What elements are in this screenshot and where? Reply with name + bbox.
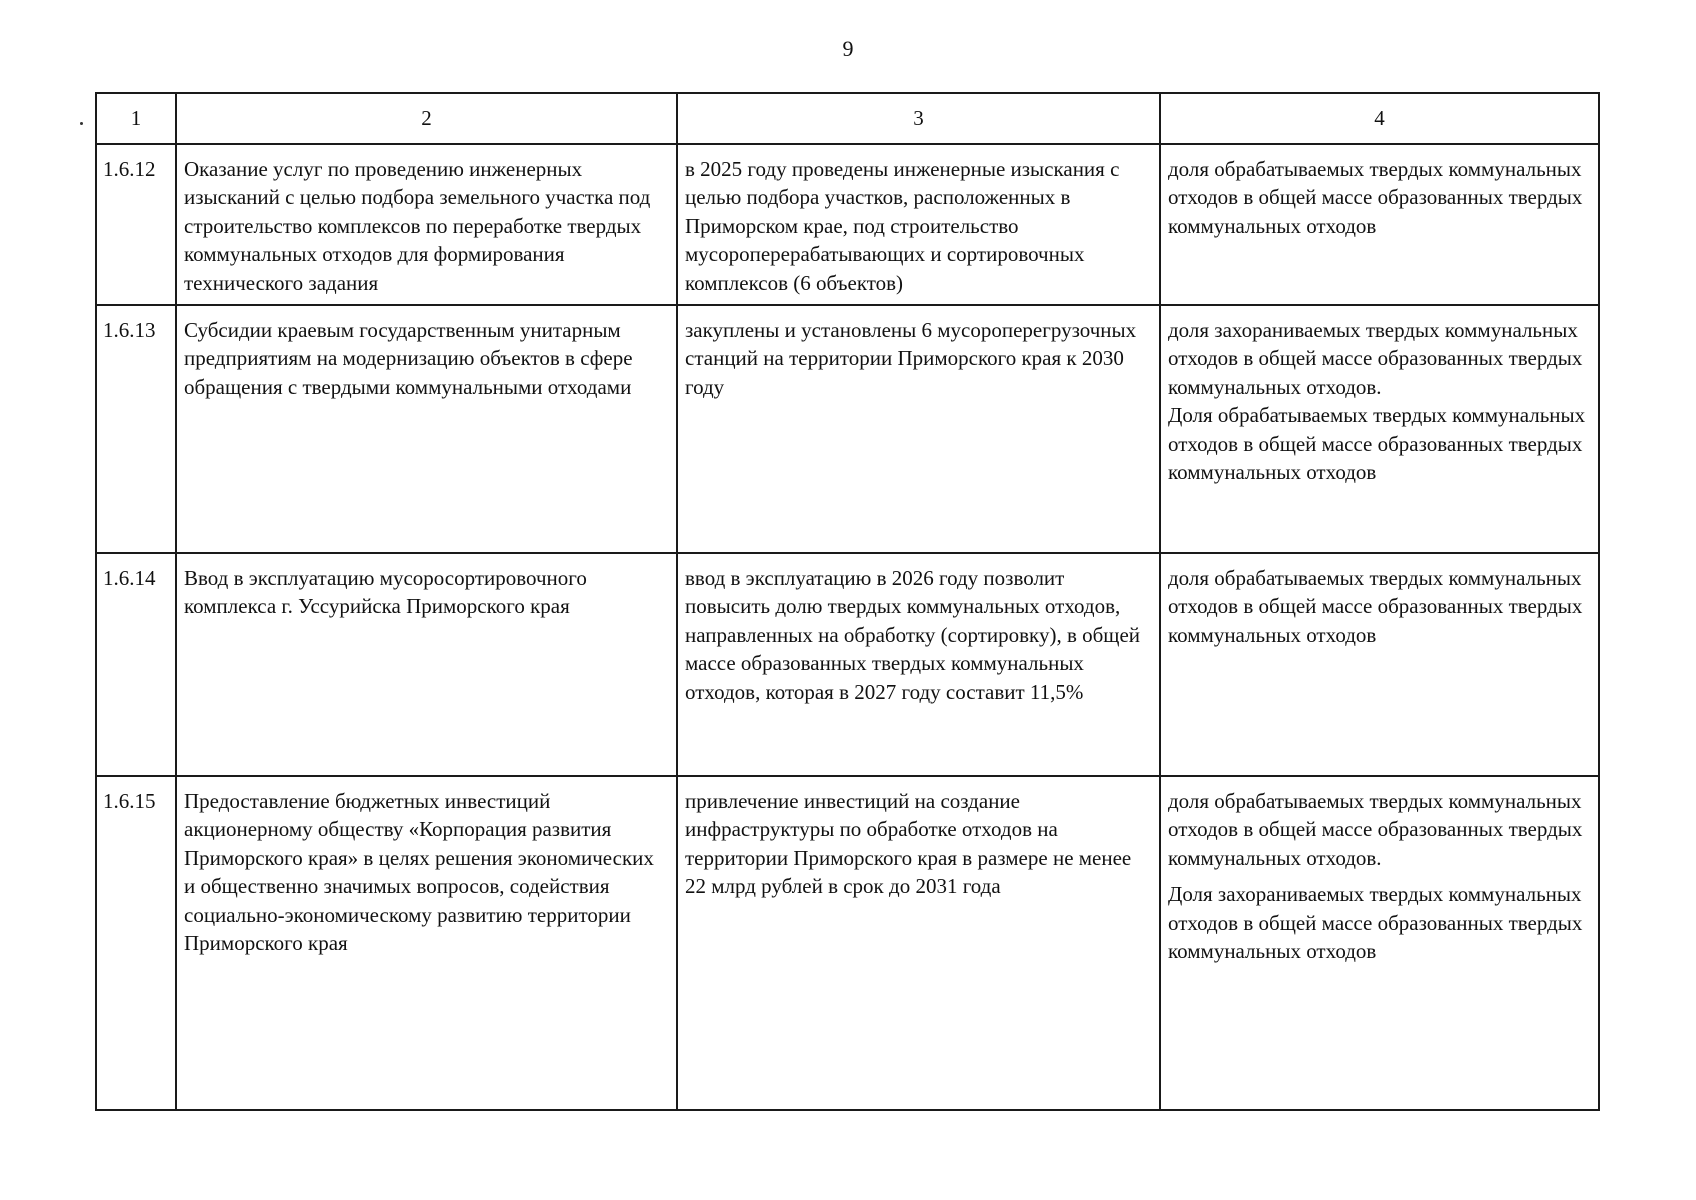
row-number-cell: 1.6.13 — [96, 305, 176, 553]
column-header-4: 4 — [1160, 93, 1599, 144]
result-cell: привлечение инвестиций на создание инфраструктуры по обработке отходов на территории Приморского края в размере не менее 22 млрд рублей в срок до 2031 года — [677, 776, 1160, 1110]
column-header-3: 3 — [677, 93, 1160, 144]
result-cell: ввод в эксплуатацию в 2026 году позволит повысить долю твердых коммунальных отходов, направленных на обработку (сортировку), в общей массе образованных твердых коммунальных отходов, которая в 2027 году составит 11,5% — [677, 553, 1160, 776]
measures-table — [95, 92, 1600, 1111]
indicator-paragraph: Доля обрабатываемых твердых коммунальных отходов в общей массе образованных твердых коммунальных отходов — [1168, 403, 1586, 484]
measure-cell: Оказание услуг по проведению инженерных изысканий с целью подбора земельного участка под строительство комплексов по переработке твердых коммунальных отходов для формирования технического задания — [176, 144, 677, 305]
indicator-cell — [1160, 776, 1599, 1110]
table-row — [96, 144, 1599, 305]
measure-cell: Предоставление бюджетных инвестиций акционерному обществу «Корпорация развития Приморского края» в целях решения экономических и общественно значимых вопросов, содействия социально-экономическому развитию территории Приморского края — [176, 776, 677, 1110]
row-number-cell: 1.6.15 — [96, 776, 176, 1110]
indicator-paragraph: доля обрабатываемых твердых коммунальных отходов в общей массе образованных твердых коммунальных отходов. — [1168, 788, 1583, 870]
column-header-1: 1 — [96, 93, 176, 144]
table-row — [96, 776, 1599, 1110]
indicator-paragraph: доля захораниваемых твердых коммунальных отходов в общей массе образованных твердых коммунальных отходов. — [1168, 317, 1583, 399]
result-cell: в 2025 году проведены инженерные изыскания с целью подбора участков, расположенных в Приморском крае, под строительство мусороперерабатывающих и сортировочных комплексов (6 объектов) — [677, 144, 1160, 305]
result-cell: закуплены и установлены 6 мусороперегрузочных станций на территории Приморского края к 2030 году — [677, 305, 1160, 553]
indicator-cell — [1160, 144, 1599, 305]
measure-cell: Субсидии краевым государственным унитарным предприятиям на модернизацию объектов в сфере обращения с твердыми коммунальными отходами — [176, 305, 677, 553]
table-row — [96, 305, 1599, 553]
indicator-paragraph: доля обрабатываемых твердых коммунальных отходов в общей массе образованных твердых коммунальных отходов — [1168, 565, 1583, 647]
column-header-2: 2 — [176, 93, 677, 144]
margin-mark — [80, 122, 83, 125]
indicator-paragraph: Доля захораниваемых твердых коммунальных отходов в общей массе образованных твердых коммунальных отходов — [1168, 882, 1583, 963]
row-number-cell: 1.6.12 — [96, 144, 176, 305]
table-row — [96, 553, 1599, 776]
table-header-row — [96, 93, 1599, 144]
row-number-cell: 1.6.14 — [96, 553, 176, 776]
measure-cell: Ввод в эксплуатацию мусоросортировочного комплекса г. Уссурийска Приморского края — [176, 553, 677, 776]
indicator-cell — [1160, 553, 1599, 776]
indicator-paragraph: доля обрабатываемых твердых коммунальных отходов в общей массе образованных твердых коммунальных отходов — [1168, 156, 1583, 238]
indicator-cell — [1160, 305, 1599, 553]
page-number: 9 — [842, 36, 854, 61]
